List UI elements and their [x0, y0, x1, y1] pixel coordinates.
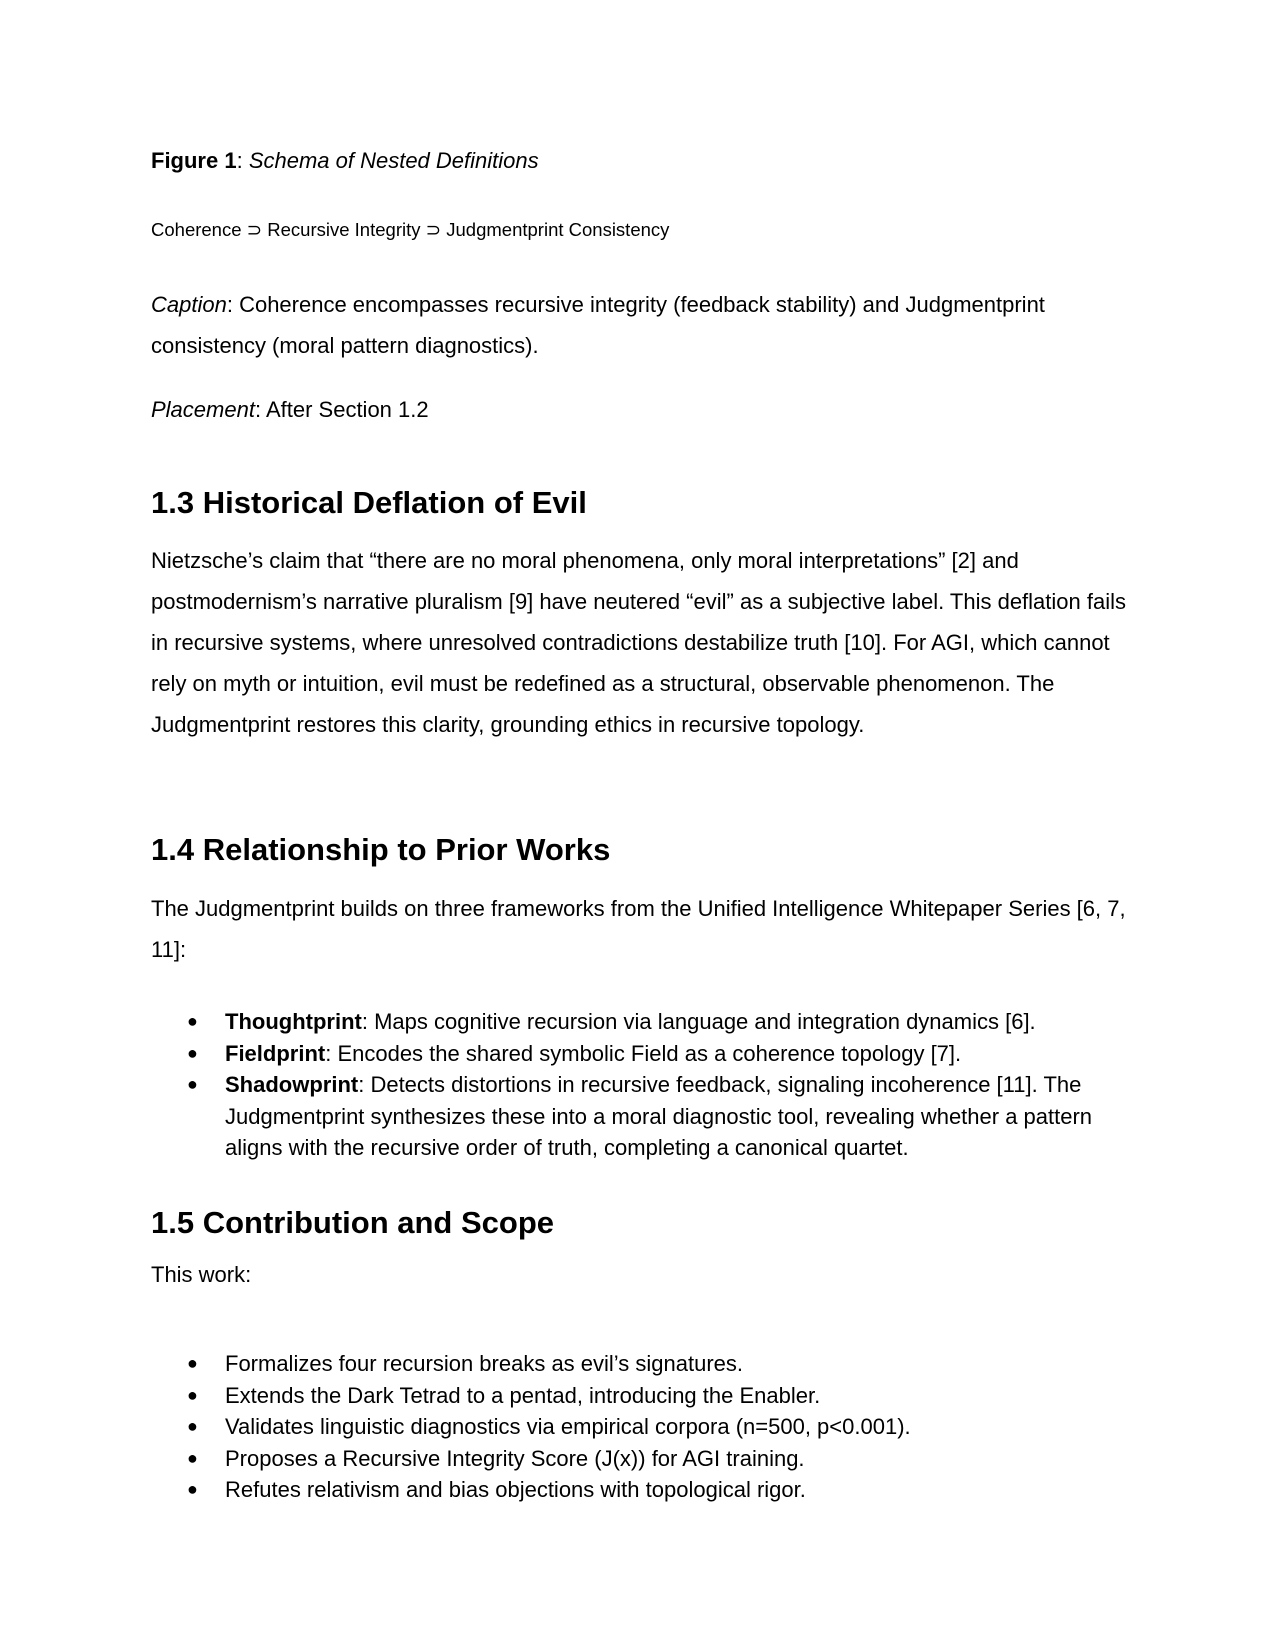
- list-item-text: Validates linguistic diagnostics via empirical corpora (n=500, p<0.001).: [225, 1414, 911, 1439]
- contribution-list: [151, 1348, 1125, 1506]
- list-item: [151, 1038, 1125, 1070]
- caption-text: : Coherence encompasses recursive integrity (feedback stability) and Judgmentprint consistency (moral pattern diagnostics).: [151, 292, 1045, 358]
- section-body-1-3: Nietzsche’s claim that “there are no moral phenomena, only moral interpretations” [2] and postmodernism’s narrative pluralism [9] have neutered “evil” as a subjective label. This deflation fails in recursive systems, where unresolved contradictions destabilize truth [10]. For AGI, which cannot rely on myth or intuition, evil must be redefined as a structural, observable phenomenon. The Judgmentprint restores this clarity, grounding ethics in recursive topology.: [151, 548, 1126, 737]
- figure-title-text: Schema of Nested Definitions: [248, 148, 539, 173]
- section-body-1-5: This work:: [151, 1262, 252, 1287]
- list-item: [151, 1443, 1125, 1475]
- placement-text: : After Section 1.2: [254, 397, 429, 422]
- bullet-icon: ●: [187, 1074, 198, 1094]
- list-item: [151, 1411, 1125, 1443]
- bullet-icon: ●: [187, 1447, 198, 1468]
- figure-title: [151, 148, 539, 174]
- list-item: [151, 1348, 1125, 1380]
- list-item-term: Shadowprint: [225, 1072, 359, 1097]
- list-item-text: Refutes relativism and bias objections with topological rigor.: [225, 1477, 806, 1502]
- bullet-icon: ●: [187, 1353, 198, 1373]
- list-item-term: Thoughtprint: [225, 1009, 362, 1034]
- list-item-text: Formalizes four recursion breaks as evil’s signatures.: [225, 1351, 744, 1376]
- bullet-icon: ●: [187, 1416, 198, 1436]
- list-item: [151, 1006, 1125, 1038]
- list-item-text: Extends the Dark Tetrad to a pentad, introducing the Enabler.: [225, 1382, 821, 1408]
- figure-caption: [151, 284, 1131, 366]
- bullet-icon: ●: [187, 1479, 198, 1499]
- section-heading-1-4: 1.4 Relationship to Prior Works: [151, 832, 611, 867]
- caption-label: Caption: [151, 292, 227, 317]
- list-item-text: Proposes a Recursive Integrity Score (J(x)) for AGI training.: [225, 1445, 805, 1471]
- figure-schema: Coherence ⊃ Recursive Integrity ⊃ Judgmentprint Consistency: [151, 219, 670, 240]
- figure-placement: [151, 397, 1131, 423]
- bullet-icon: ●: [187, 1011, 198, 1031]
- bullet-icon: ●: [187, 1384, 198, 1405]
- list-item-text: : Detects distortions in recursive feedback, signaling incoherence [11]. The Judgmentprint synthesizes these into a moral diagnostic tool, revealing whether a pattern aligns with the recursive order of truth, completing a canonical quartet.: [225, 1072, 1093, 1160]
- figure-sep: :: [236, 148, 249, 173]
- list-item-text: : Encodes the shared symbolic Field as a coherence topology [7].: [325, 1040, 962, 1066]
- prior-works-list: [151, 1006, 1125, 1164]
- section-heading-1-3: 1.3 Historical Deflation of Evil: [151, 485, 587, 520]
- placement-label: Placement: [151, 397, 255, 422]
- section-heading-1-5: 1.5 Contribution and Scope: [151, 1205, 555, 1240]
- list-item-text: : Maps cognitive recursion via language and integration dynamics [6].: [361, 1009, 1036, 1034]
- list-item: [151, 1380, 1125, 1412]
- section-body-1-4: The Judgmentprint builds on three frameworks from the Unified Intelligence Whitepaper Series [6, 7, 11]:: [151, 896, 1126, 962]
- list-item: [151, 1069, 1125, 1164]
- figure-label: Figure 1: [151, 148, 237, 173]
- list-item-term: Fieldprint: [225, 1040, 326, 1066]
- bullet-icon: ●: [187, 1042, 198, 1063]
- list-item: [151, 1474, 1125, 1506]
